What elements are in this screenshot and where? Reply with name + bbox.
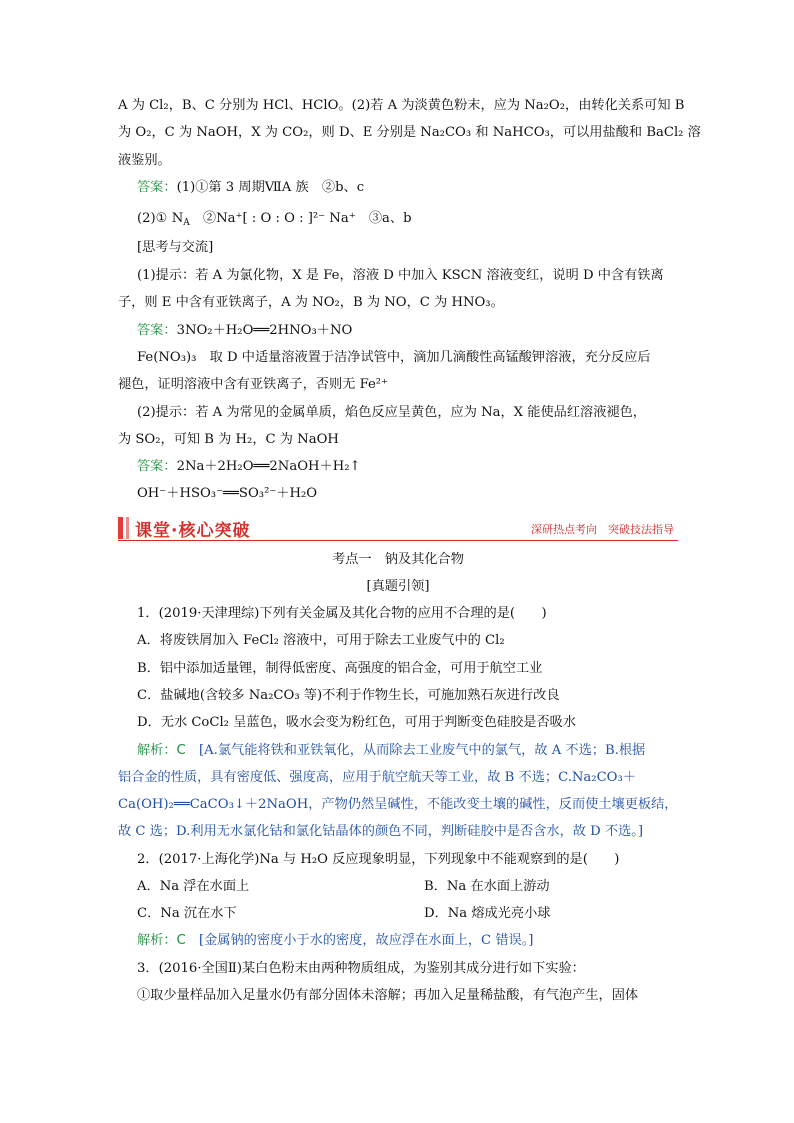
option-b: B．Na 在水面上游动	[424, 879, 550, 894]
analysis-text: 铝合金的性质，具有密度低、强度高，应用于航空航天等工业，故 B 不选；C.Na₂CO₃＋	[118, 770, 636, 785]
section-heading: [思考与交流]	[137, 240, 214, 255]
text-line: 褪色，证明溶液中含有亚铁离子，否则无 Fe²⁺	[118, 377, 389, 392]
answer-text: 3NO₂＋H₂O══2HNO₃＋NO	[176, 323, 353, 338]
option-b: B．铝中添加适量锂，制得低密度、高强度的铝合金，可用于航空工业	[137, 661, 543, 676]
text-line: 为 O₂，C 为 NaOH，X 为 CO₂，则 D、E 分别是 Na₂CO₃ 和 NaHCO₃，可以用盐酸和 BaCl₂ 溶	[118, 125, 701, 140]
answer-label: 答案：	[137, 180, 177, 195]
text-line: 液鉴别。	[118, 153, 171, 168]
option-d: D．Na 熔成光亮小球	[424, 906, 551, 921]
question-stem: 3．(2016·全国Ⅱ)某白色粉末由两种物质组成，为鉴别其成分进行如下实验：	[137, 961, 585, 976]
answer-label: 答案：	[137, 323, 177, 338]
answer-text: 2Na＋2H₂O══2NaOH＋H₂↑	[176, 459, 361, 474]
section-subtitle: [真题引领]	[366, 579, 430, 594]
analysis-label: 解析：C	[137, 743, 186, 758]
banner-divider	[118, 540, 678, 541]
text-line: A 为 Cl₂，B、C 分别为 HCl、HClO。(2)若 A 为淡黄色粉末，应为 Na₂O₂，由转化关系可知 B	[118, 98, 685, 113]
banner-left	[118, 515, 250, 541]
section-title: 考点一 钠及其化合物	[332, 552, 464, 567]
text-line: ①取少量样品加入足量水仍有部分固体未溶解；再加入足量稀盐酸，有气泡产生，固体	[137, 988, 639, 1003]
answer-line	[137, 321, 352, 341]
analysis-text: [A.氯气能将铁和亚铁氧化，从而除去工业废气中的氯气，故 A 不选；B.根据	[198, 743, 646, 758]
electron-formula: ②Na⁺[ : O : O : ]²⁻ Na⁺ ③a、b	[189, 211, 412, 226]
option-c: C．盐碱地(含较多 Na₂CO₃ 等)不利于作物生长，可施加熟石灰进行改良	[137, 688, 560, 703]
answer-label: 答案：	[137, 459, 177, 474]
question-stem: 2．(2017·上海化学)Na 与 H₂O 反应现象明显，下列现象中不能观察到的是( )	[137, 852, 620, 867]
analysis-label: 解析：C	[137, 933, 186, 948]
text-line: (2)提示：若 A 为常见的金属单质，焰色反应呈黄色，应为 Na，X 能使品红溶液褪色，	[137, 405, 646, 420]
option-d: D．无水 CoCl₂ 呈蓝色，吸水会变为粉红色，可用于判断变色硅胶是否吸水	[137, 715, 577, 730]
answer-line	[137, 178, 364, 198]
text-line: (1)提示：若 A 为氯化物，X 是 Fe，溶液 D 中加入 KSCN 溶液变红，说明 D 中含有铁离	[137, 268, 664, 283]
option-c: C．Na 沉在水下	[137, 906, 237, 921]
question-stem: 1．(2019·天津理综)下列有关金属及其化合物的应用不合理的是( )	[137, 606, 547, 621]
text-line: Fe(NO₃)₃ 取 D 中适量溶液置于洁净试管中，滴加几滴酸性高锰酸钾溶液，充分反应后	[137, 350, 651, 365]
option-a: A．Na 浮在水面上	[137, 879, 250, 894]
answer-text: (2)① N	[137, 211, 184, 226]
banner-title: 课堂·核心突破	[135, 520, 251, 541]
banner-bar-icon	[126, 517, 129, 539]
text-line: 为 SO₂，可知 B 为 H₂，C 为 NaOH	[118, 432, 339, 447]
answer-line	[137, 209, 412, 229]
analysis-text: [金属钠的密度小于水的密度，故应浮在水面上，C 错误。]	[198, 933, 534, 948]
banner-subtitle: 深研热点考向 突破技法指导	[531, 523, 674, 536]
subscript: A	[183, 218, 190, 228]
analysis-text: Ca(OH)₂══CaCO₃↓＋2NaOH，产物仍然呈碱性，不能改变土壤的碱性，反而使土壤更板结，	[118, 797, 678, 812]
section-banner	[118, 515, 678, 541]
banner-bar-icon	[118, 517, 123, 539]
analysis-line	[137, 931, 533, 951]
answer-line	[137, 457, 361, 477]
text-line: 子，则 E 中含有亚铁离子，A 为 NO₂，B 为 NO，C 为 HNO₃。	[118, 295, 504, 310]
analysis-text: 故 C 选；D.利用无水氯化钴和氯化钴晶体的颜色不同，判断硅胶中是否含水，故 D 不选。]	[118, 824, 644, 839]
analysis-line	[137, 741, 645, 761]
answer-text: (1)①第 3 周期ⅦA 族 ②b、c	[176, 180, 365, 195]
option-a: A．将废铁屑加入 FeCl₂ 溶液中，可用于除去工业废气中的 Cl₂	[137, 633, 505, 648]
answer-line: OH⁻＋HSO₃⁻══SO₃²⁻＋H₂O	[137, 486, 318, 501]
